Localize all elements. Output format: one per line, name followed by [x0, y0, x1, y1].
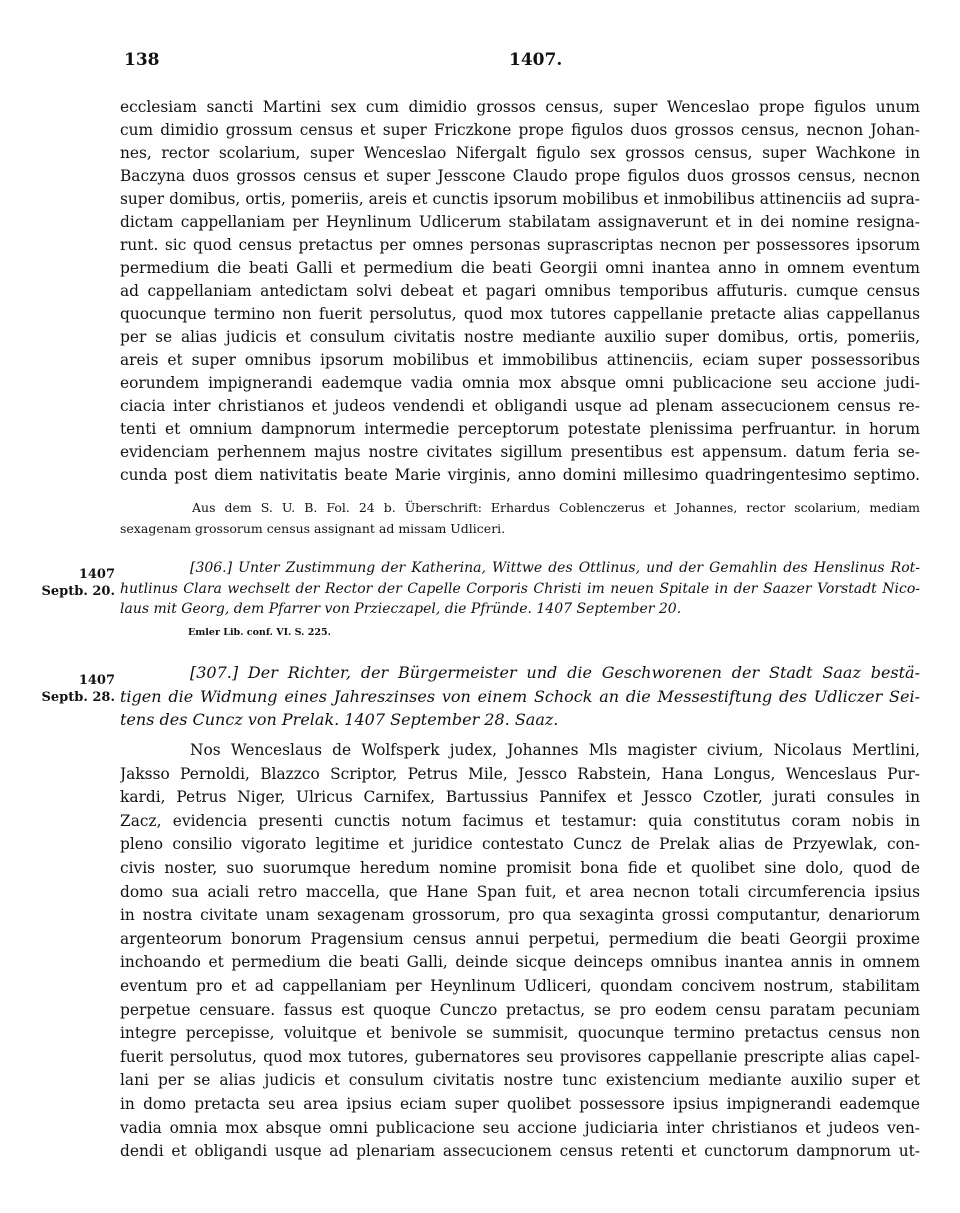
text-line: eventum pro et ad cappellaniam per Heynlinum Udliceri, quondam concivem nostrum, stabilitam: [120, 976, 920, 995]
margin-year: 1407: [78, 567, 115, 582]
document-307-body: [120, 739, 920, 1164]
document-307-heading: [120, 661, 920, 732]
note-line: sexagenam grossorum census assignant ad missam Udliceri.: [120, 521, 506, 536]
text-line: integre percepisse, voluitque et benivole se summisit, quocunque termino pretactus census non: [120, 1024, 920, 1043]
text-line: areis et super omnibus ipsorum mobilibus et immobilibus attinenciis, eciam super possessoribus: [120, 351, 920, 369]
text-line: Zacz, evidencia presenti cunctis notum facimus et testamur: quia constitutus coram nobis in: [120, 811, 920, 830]
running-year: 1407.: [509, 50, 563, 70]
text-line: cum dimidio grossum census et super Friczkone prope figulos duos grossos census, necnon Johan-: [120, 121, 920, 139]
margin-day: Septb. 20.: [41, 584, 115, 599]
heading-line: [307.] Der Richter, der Bürgermeister und die Geschworenen der Stadt Saaz bestä-: [190, 663, 920, 682]
text-line: Jaksso Pernoldi, Blazzco Scriptor, Petrus Mile, Jessco Rabstein, Hana Longus, Wenceslaus Pur-: [120, 764, 920, 783]
text-line: argenteorum bonorum Pragensium census annui perpetui, permedium die beati Georgii proxime: [120, 929, 920, 948]
text-line: permedium die beati Galli et permedium die beati Georgii omni inantea anno in omnem eventum: [120, 259, 920, 277]
text-line: civis noster, suo suorumque heredum nomine promisit bona fide et quolibet sine dolo, quod de: [120, 858, 920, 877]
text-line: domo sua aciali retro maccella, que Hane Span fuit, et area necnon totali circumferencia ipsius: [120, 882, 920, 901]
margin-date-307: [40, 672, 115, 706]
document-306-heading: [120, 558, 920, 620]
text-line: nes, rector scolarium, super Wenceslao Nifergalt figulo sex grossos census, super Wachkone in: [120, 144, 920, 162]
note-line: Aus dem S. U. B. Fol. 24 b. Überschrift: Erhardus Coblenczerus et Johannes, rector scolarium, mediam: [192, 500, 920, 515]
margin-date-306: [40, 566, 115, 600]
text-line: lani per se alias judicis et consulum civitatis nostre tunc existencium mediante auxilio super et: [120, 1071, 920, 1090]
text-line: Baczyna duos grossos census et super Jesscone Claudo prope figulos duos grossos census, necnon: [120, 167, 920, 185]
text-line: in nostra civitate unam sexagenam grossorum, pro qua sexaginta grossi computantur, denariorum: [120, 906, 920, 925]
text-line: perpetue censuare. fassus est quoque Cunczo pretactus, se pro eodem censu paratam pecuniam: [120, 1000, 920, 1019]
text-line: inchoando et permedium die beati Galli, deinde sicque deinceps omnibus inantea annis in omnem: [120, 953, 920, 972]
heading-line: [306.] Unter Zustimmung der Katherina, Wittwe des Ottlinus, und der Gemahlin des Henslinus Rot-: [190, 560, 920, 576]
text-line: in domo pretacta seu area ipsius eciam super quolibet possessore ipsius impignerandi eademque: [120, 1094, 920, 1113]
text-line: pleno consilio vigorato legitime et juridice contestato Cuncz de Prelak alias de Przyewlak, con-: [120, 835, 920, 854]
heading-line: tigen die Widmung eines Jahreszinses von einem Schock an die Messestiftung des Udliczer Sei-: [120, 686, 920, 706]
text-line: Nos Wenceslaus de Wolfsperk judex, Johannes Mls magister civium, Nicolaus Mertlini,: [190, 741, 920, 759]
margin-day: Septb. 28.: [41, 690, 115, 705]
heading-line: tens des Cuncz von Prelak. 1407 September 28. Saaz.: [120, 710, 559, 729]
text-line: super domibus, ortis, pomeriis, areis et cunctis ipsorum mobilibus et inmobilibus attinenciis ad supra-: [120, 190, 920, 208]
margin-year: 1407: [78, 673, 115, 688]
heading-line: hutlinus Clara wechselt der Rector der Capelle Corporis Christi im neuen Spitale in der Saazer Vorstadt Nico-: [120, 580, 920, 597]
page-header: [124, 50, 919, 74]
page-number: 138: [124, 50, 160, 70]
source-note: [120, 497, 920, 539]
text-line: dictam cappellaniam per Heynlinum Udlicerum stabilatam assignaverunt et in dei nomine resigna-: [120, 213, 920, 231]
text-line: tenti et omnium dampnorum intermedie perceptorum potestate plenissima perfruantur. in horum: [120, 420, 920, 438]
text-line: ecclesiam sancti Martini sex cum dimidio grossos census, super Wenceslao prope figulos unum: [120, 98, 920, 116]
text-line: kardi, Petrus Niger, Ulricus Carnifex, Bartussius Pannifex et Jessco Czotler, jurati consules in: [120, 788, 920, 807]
text-line: ciacia inter christianos et judeos vendendi et obligandi usque ad plenam assecucionem census re-: [120, 397, 920, 415]
text-line: vadia omnia mox absque omni publicacione seu accione judiciaria inter christianos et judeos ven-: [120, 1118, 920, 1137]
paragraph-continuation: [120, 96, 920, 487]
text-line: dendi et obligandi usque ad plenariam assecucionem census retenti et cunctorum dampnorum ut-: [120, 1142, 920, 1161]
text-line: quocunque termino non fuerit persolutus, quod mox tutores cappellanie pretacte alias cappellanus: [120, 305, 920, 323]
text-line: fuerit persolutus, quod mox tutores, gubernatores seu provisores cappellanie prescripte alias capel-: [120, 1047, 920, 1066]
text-line: runt. sic quod census pretactus per omnes personas suprascriptas necnon per possessores ipsorum: [120, 236, 920, 254]
text-line: cunda post diem nativitatis beate Marie virginis, anno domini millesimo quadringentesimo septimo.: [120, 466, 920, 484]
source-citation: Emler Lib. conf. VI. S. 225.: [188, 627, 331, 638]
heading-line: laus mit Georg, dem Pfarrer von Przieczapel, die Pfründe. 1407 September 20.: [120, 601, 682, 617]
text-line: ad cappellaniam antedictam solvi debeat et pagari omnibus temporibus affuturis. cumque census: [120, 282, 920, 300]
text-line: eorundem impignerandi eademque vadia omnia mox absque omni publicacione seu accione judi-: [120, 374, 920, 392]
text-line: evidenciam perhennem majus nostre civitates sigillum presentibus est appensum. datum feria se-: [120, 443, 920, 461]
text-line: per se alias judicis et consulum civitatis nostre mediante auxilio super domibus, ortis, pomeriis,: [120, 328, 920, 346]
